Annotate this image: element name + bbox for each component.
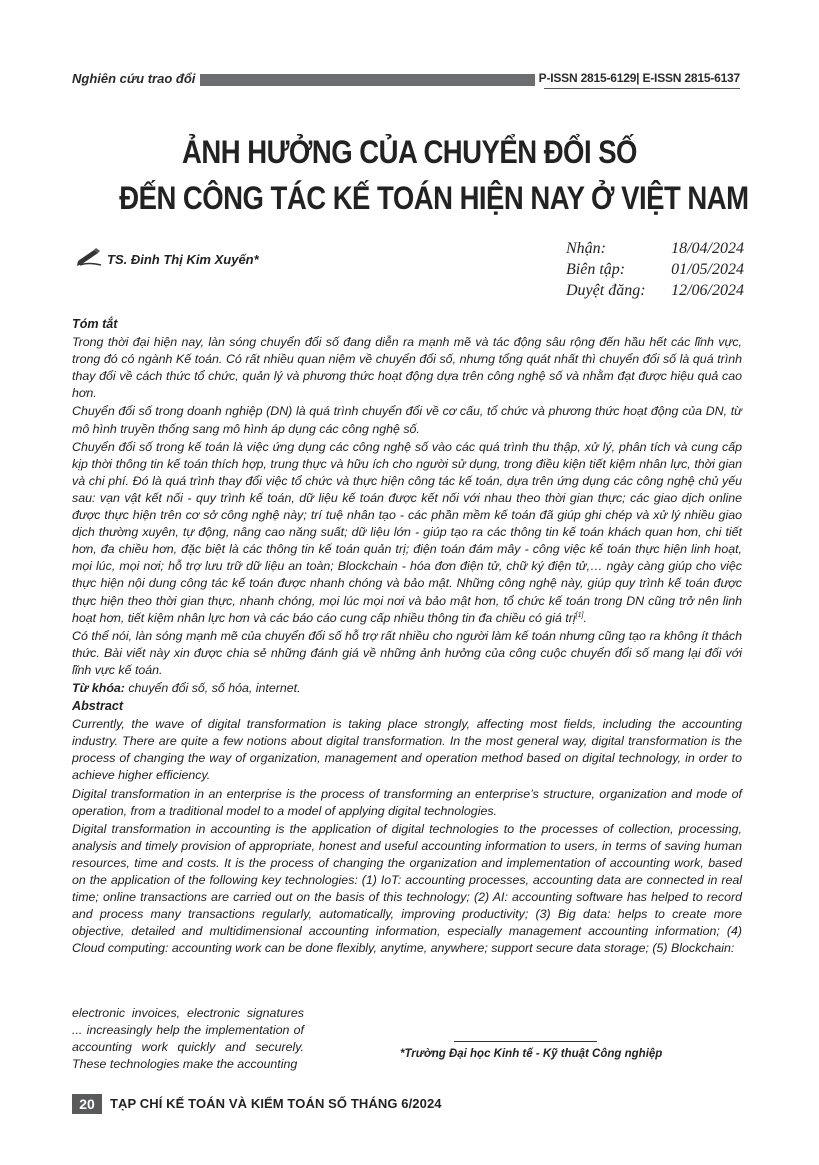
footnote-rule	[454, 1041, 597, 1042]
header-rule	[544, 88, 740, 89]
abstract-body	[72, 316, 742, 958]
citation-ref: [1]	[575, 611, 584, 619]
date-label: Duyệt đăng:	[566, 282, 646, 299]
journal-name: TẠP CHÍ KẾ TOÁN VÀ KIỂM TOÁN SỐ THÁNG 6/2024	[110, 1096, 442, 1111]
date-row-approved	[566, 282, 744, 303]
en-paragraph: Digital transformation in accounting is the application of digital technologies to the processes of collection, processing, analysis and timely provision of appropriate, honest and useful accounting information to users, in terms of saving human resources, time and costs. It is the process of changing the organization and implementation of accounting work, based on the application of the following key technologies: (1) IoT: accounting processes, accounting data are connected in real time; online transactions are carried out on the basis of this technology; (2) AI: accounting software has helped to record and process many transactions regularly, automatically, improving productivity; (3) Big data: helps to create more objective, detailed and multidimensional accounting information, especially management accounting information; (4) Cloud computing: accounting work can be done flexibly, anytime, anywhere; support secure data storage; (5) Blockchain:	[72, 821, 742, 956]
vn-paragraph: Chuyển đổi số trong doanh nghiệp (DN) là quá trình chuyển đổi về cơ cấu, tổ chức và phương thức hoạt động của DN, từ mô hình truyền thống sang mô hình áp dụng các công nghệ số.	[72, 404, 742, 436]
keywords-label: Từ khóa:	[72, 680, 125, 695]
date-value: 12/06/2024	[671, 282, 744, 299]
date-row-edited	[566, 261, 744, 282]
period: .	[583, 610, 587, 625]
vn-paragraph	[72, 439, 742, 627]
vn-paragraph-text: Chuyển đổi số trong kế toán là việc ứng dụng các công nghệ số vào các quá trình thu thập, xử lý, phân tích và cung cấp kịp thời thông tin kế toán thích hợp, trung thực và hữu ích cho người sử dụng, trong điều kiện tiết kiệm nhân lực, thời gian và chi phí. Đó là quá trình thay đổi việc tổ chức và thực hiện công tác kế toán, dựa trên ứng dụng các công nghệ chủ yếu sau: vạn vật kết nối - quy trình kế toán, dữ liệu kế toán được kết nối với nhau theo thời gian thực; các giao dịch online được thực hiện trên cơ sở công nghệ này; trí tuệ nhân tạo - các phần mềm kế toán đã giúp ghi chép và xử lý nhiều giao dịch thường xuyên, tự động, nâng cao năng suất; dữ liệu lớn - giúp tạo ra các thông tin kế toán khách quan hơn, chi tiết hơn, đa chiều hơn, đặc biệt là các thông tin kế toán quản trị; điện toán đám mây - công việc kế toán thực hiện linh hoạt, mọi lúc, mọi nơi; hỗ trợ lưu trữ dữ liệu an toàn; Blockchain - hóa đơn điện tử, chữ ký điện tử,… ngày càng giúp cho việc thực hiện nội dung công tác kế toán được nhanh chóng và bảo mật. Những công nghệ này, giúp quy trình kế toán được thực hiện theo thời gian thực, nhanh chóng, mọi lúc mọi nơi và bảo mật hơn, tổ chức kế toán trong DN cũng trở nên linh hoạt hơn, tiết kiệm nhân lực hơn và các báo cáo cung cấp nhiều thông tin đa chiều có giá trị	[72, 439, 742, 625]
issn-label: P-ISSN 2815-6129| E-ISSN 2815-6137	[538, 71, 740, 85]
date-value: 18/04/2024	[671, 240, 744, 257]
en-paragraph-continued: electronic invoices, electronic signatures ... increasingly help the implementation of accounting work quickly and securely. These technologies make the accounting	[72, 1006, 304, 1072]
date-block	[566, 240, 744, 303]
header-bar	[200, 74, 535, 86]
keywords-line	[72, 680, 742, 697]
date-row-received	[566, 240, 744, 261]
pen-icon	[76, 247, 102, 267]
vn-paragraph: Có thể nói, làn sóng mạnh mẽ của chuyển đổi số hỗ trợ rất nhiều cho người làm kế toán nhưng cũng tạo ra không ít thách thức. Bài viết này xin được chia sẻ những đánh giá về những ảnh hưởng của công cuộc chuyển đổi số mang lại đối với lĩnh vực kế toán.	[72, 628, 742, 677]
page-number: 20	[72, 1094, 102, 1114]
date-value: 01/05/2024	[671, 261, 744, 278]
author-name: TS. Đinh Thị Kim Xuyến*	[107, 252, 259, 267]
vn-paragraph: Trong thời đại hiện nay, làn sóng chuyển đổi số đang diễn ra mạnh mẽ và tác động sâu rộng đến hầu hết các lĩnh vực, trong đó có ngành Kế toán. Có rất nhiều quan niệm về chuyển đổi số, nhưng tổng quát nhất thì chuyển đổi số là quá trình thay đổi về cách thức tổ chức, quản lý và phương thức hoạt động dựa trên công nghệ số và nhằm đạt được hiệu quả cao hơn.	[72, 335, 742, 401]
en-paragraph: Digital transformation in an enterprise is the process of transforming an enterprise’s structure, organization and mode of operation, from a traditional model to a model of applying digital technologies.	[72, 786, 742, 818]
article-title-line1: ẢNH HƯỞNG CỦA CHUYỂN ĐỔI SỐ	[182, 134, 637, 170]
article-title-line2: ĐẾN CÔNG TÁC KẾ TOÁN HIỆN NAY Ở VIỆT NAM	[119, 180, 749, 216]
date-label: Nhận:	[566, 240, 606, 257]
vn-abstract-heading: Tóm tắt	[72, 317, 118, 331]
keywords-value: chuyển đổi số, số hóa, internet.	[124, 680, 301, 695]
en-paragraph: Currently, the wave of digital transformation is taking place strongly, affecting most fields, including the accounting industry. There are quite a few notions about digital transformation. In the most general way, digital transformation is the process of changing the way of organization, management and operation method based on digital technology, in order to achieve higher efficiency.	[72, 717, 742, 783]
date-label: Biên tập:	[566, 261, 626, 278]
footnote: *Trường Đại học Kinh tế - Kỹ thuật Công nghiệp	[400, 1048, 663, 1060]
section-label: Nghiên cứu trao đổi	[72, 71, 196, 86]
en-abstract-heading: Abstract	[72, 699, 124, 714]
